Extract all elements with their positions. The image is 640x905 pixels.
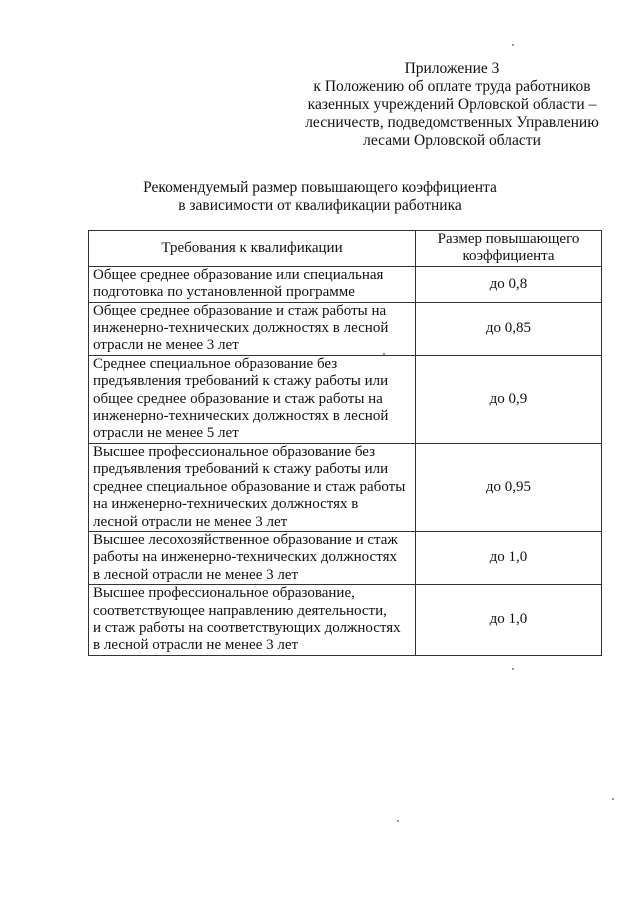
requirement-line: в лесной отрасли не менее 3 лет: [93, 566, 299, 583]
requirement-line: на инженерно-технических должностях в: [93, 496, 359, 513]
table-row: [89, 355, 602, 443]
requirement-line: Общее среднее образование или специальная: [93, 266, 384, 283]
table-row: [89, 302, 602, 355]
coefficient-cell: до 0,85: [416, 302, 602, 355]
heading-line: в зависимости от квалификации работника: [178, 197, 462, 214]
annex-line: лесами Орловской области: [363, 132, 541, 149]
requirement-line: соответствующее направлению деятельности,: [93, 602, 387, 619]
header-coefficient-line: Размер повышающего: [437, 231, 580, 247]
table-row: [89, 443, 602, 531]
requirement-line: и стаж работы на соответствующих должностях: [93, 619, 401, 636]
requirement-cell: [89, 531, 416, 584]
coefficient-cell: до 0,9: [416, 355, 602, 443]
header-coefficient-line: коэффициента: [462, 248, 555, 265]
requirement-line: предъявления требований к стажу работы или: [93, 373, 389, 390]
coefficient-cell: до 0,8: [416, 266, 602, 302]
document-heading: [0, 179, 640, 215]
annex-line: казенных учреждений Орловской области –: [307, 96, 597, 113]
requirement-line: работы на инженерно-технических должностях: [93, 549, 397, 566]
requirement-line: среднее специальное образование и стаж работы: [93, 478, 406, 495]
header-coefficient: [416, 231, 602, 267]
requirement-cell: [89, 443, 416, 531]
heading-line: Рекомендуемый размер повышающего коэффициента: [143, 179, 497, 196]
annex-line: лесничеств, подведомственных Управлению: [305, 114, 599, 131]
coefficient-cell: до 0,95: [416, 443, 602, 531]
requirement-line: инженерно-технических должностях в лесной: [93, 320, 389, 337]
scan-speck: [512, 44, 514, 46]
requirement-cell: [89, 302, 416, 355]
scan-speck: [612, 798, 614, 800]
coefficient-table: [88, 230, 602, 656]
requirement-line: Высшее профессиональное образование,: [93, 585, 355, 602]
requirement-line: отрасли не менее 3 лет: [93, 337, 239, 354]
table-row: [89, 585, 602, 656]
scan-speck: [512, 668, 514, 670]
requirement-line: предъявления требований к стажу работы или: [93, 461, 389, 478]
requirement-line: в лесной отрасли не менее 3 лет: [93, 637, 299, 654]
annex-block: [296, 60, 608, 150]
table-row: [89, 266, 602, 302]
requirement-line: инженерно-технических должностях в лесной: [93, 408, 389, 425]
requirement-cell: [89, 266, 416, 302]
requirement-line: Высшее профессиональное образование без: [93, 443, 376, 460]
requirement-line: Высшее лесохозяйственное образование и стаж: [93, 531, 398, 548]
coefficient-cell: до 1,0: [416, 531, 602, 584]
coefficient-cell: до 1,0: [416, 585, 602, 656]
requirement-line: общее среднее образование и стаж работы на: [93, 390, 383, 407]
scan-speck: [383, 353, 385, 355]
requirement-line: отрасли не менее 5 лет: [93, 425, 239, 442]
requirement-line: Среднее специальное образование без: [93, 355, 338, 372]
header-requirements: Требования к квалификации: [89, 231, 416, 267]
requirement-line: Общее среднее образование и стаж работы на: [93, 302, 387, 319]
table-header-row: [89, 231, 602, 267]
scan-speck: [397, 820, 399, 822]
requirement-cell: [89, 585, 416, 656]
annex-line: к Положению об оплате труда работников: [313, 78, 591, 95]
requirement-line: лесной отрасли не менее 3 лет: [93, 513, 288, 530]
requirement-cell: [89, 355, 416, 443]
table-row: [89, 531, 602, 584]
requirement-line: подготовка по установленной программе: [93, 284, 355, 301]
annex-title: Приложение 3: [404, 60, 500, 77]
